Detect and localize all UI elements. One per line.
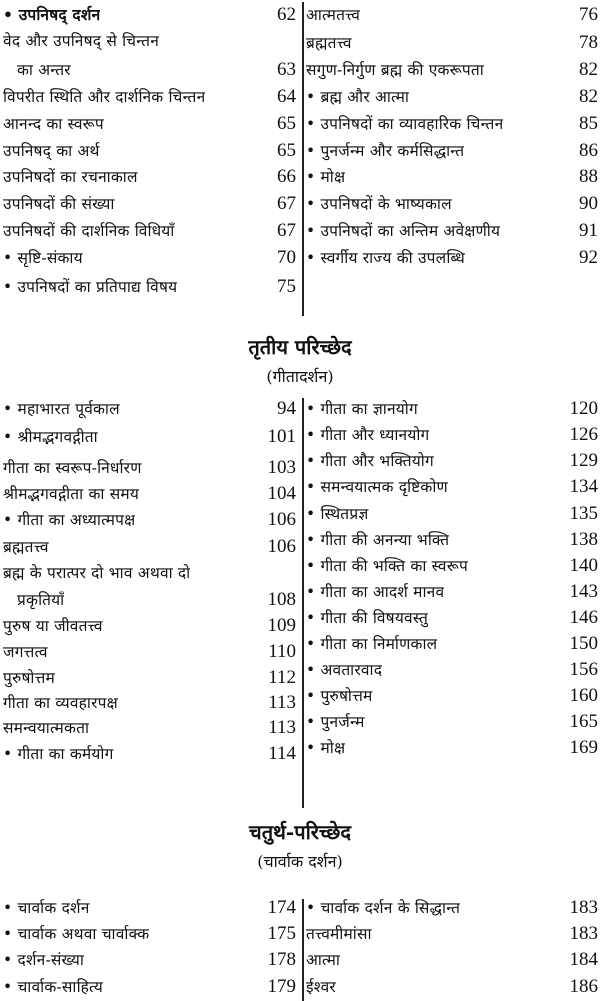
toc-entry-page: 82	[579, 59, 598, 80]
toc-entry-page: 65	[277, 113, 296, 134]
toc-entry-page: 143	[569, 581, 598, 602]
toc-entry-title: जगत्तत्व	[3, 643, 48, 661]
toc-entry	[306, 607, 598, 629]
toc-entry	[306, 923, 598, 945]
toc-entry-page: 104	[267, 483, 296, 504]
toc-entry-title: ब्रह्मतत्त्व	[3, 538, 49, 556]
toc-entry	[3, 615, 296, 637]
toc-entry	[306, 685, 598, 707]
toc-entry-page: 101	[267, 426, 296, 447]
toc-entry-title: • गीता का कर्मयोग	[3, 745, 114, 763]
toc-entry-page: 106	[267, 536, 296, 557]
toc-entry-page: 75	[277, 276, 296, 297]
toc-entry	[3, 897, 296, 919]
toc-entry	[3, 976, 296, 998]
toc-entry	[306, 949, 598, 971]
toc-entry	[3, 4, 296, 26]
toc-entry-page: 138	[569, 529, 598, 550]
toc-entry-title: • चार्वाक-साहित्य	[3, 978, 103, 996]
toc-entry	[3, 949, 296, 971]
toc-entry-title: विपरीत स्थिति और दार्शनिक चिन्तन	[3, 88, 206, 106]
toc-entry-title: • समन्वयात्मक दृष्टिकोण	[306, 478, 448, 496]
toc-entry	[3, 509, 296, 531]
column-divider	[302, 2, 304, 316]
section-upanishad-toc	[0, 2, 600, 318]
toc-entry-title: • गीता की अनन्या भक्ति	[306, 531, 450, 549]
toc-entry-page: 114	[268, 743, 296, 764]
toc-entry	[306, 193, 598, 215]
toc-entry-title: पुरुषोत्तम	[3, 669, 56, 687]
toc-entry-page: 183	[569, 897, 598, 918]
toc-entry	[3, 398, 296, 420]
chapter-heading-third: तृतीय परिच्छेद	[248, 335, 352, 359]
toc-entry	[306, 59, 598, 81]
toc-entry-title: • सृष्टि-संकाय	[3, 249, 83, 267]
toc-entry-page: 85	[579, 113, 598, 134]
toc-entry	[3, 140, 296, 162]
toc-entry-title: • श्रीमद्भगवद्गीता	[3, 428, 98, 446]
column-divider	[302, 899, 304, 1001]
toc-entry-title: • स्वर्गीय राज्य की उपलब्धि	[306, 249, 465, 267]
toc-entry	[3, 667, 296, 689]
toc-entry	[3, 30, 296, 52]
toc-entry-title: गीता का व्यवहारपक्ष	[3, 694, 118, 712]
toc-entry-page: 78	[579, 32, 598, 53]
toc-entry-title: • दर्शन-संख्या	[3, 951, 85, 969]
toc-entry-page: 62	[277, 4, 296, 25]
toc-entry-page: 165	[569, 711, 598, 732]
toc-entry-title: • गीता की भक्ति का स्वरूप	[306, 557, 468, 575]
toc-entry-title: • गीता और ध्यानयोग	[306, 426, 430, 444]
toc-entry	[3, 536, 296, 558]
toc-entry-page: 186	[569, 976, 598, 997]
toc-entry	[306, 476, 598, 498]
toc-entry-page: 67	[277, 220, 296, 241]
toc-entry-title: • गीता का आदर्श मानव	[306, 583, 445, 601]
toc-entry-page: 174	[267, 897, 296, 918]
toc-entry-title: प्रकृतियाँ	[17, 591, 65, 609]
toc-entry-page: 135	[569, 503, 598, 524]
toc-entry-title: • उपनिषदों का अन्तिम अवेक्षणीय	[306, 222, 501, 240]
toc-entry-page: 76	[579, 4, 598, 25]
toc-entry-title: • चार्वाक अथवा चार्वाक्क	[3, 925, 150, 943]
toc-entry-page: 184	[569, 949, 598, 970]
toc-entry-page: 67	[277, 193, 296, 214]
toc-entry-title: ब्रह्म के परात्पर दो भाव अथवा दो	[3, 564, 191, 582]
toc-entry	[3, 220, 296, 242]
toc-entry-title: आत्मा	[306, 951, 341, 969]
toc-entry-title: • पुनर्जन्म और कर्मसिद्धान्त	[306, 142, 465, 160]
toc-entry	[306, 711, 598, 733]
toc-entry-title: • चार्वाक दर्शन	[3, 899, 90, 917]
toc-entry	[3, 743, 296, 765]
toc-entry-title: • गीता का अध्यात्मपक्ष	[3, 511, 136, 529]
column-divider	[302, 398, 304, 808]
toc-entry	[3, 86, 296, 108]
toc-entry	[306, 976, 598, 998]
toc-entry-page: 109	[267, 615, 296, 636]
toc-entry	[306, 581, 598, 603]
toc-entry-page: 112	[268, 667, 296, 688]
toc-entry-title: • चार्वाक दर्शन के सिद्धान्त	[306, 899, 461, 917]
toc-entry-title: उपनिषदों की दार्शनिक विधियाँ	[3, 222, 175, 240]
toc-entry	[306, 398, 598, 420]
toc-entry-title: • मोक्ष	[306, 168, 346, 186]
toc-entry	[306, 503, 598, 525]
toc-entry	[306, 633, 598, 655]
toc-entry-page: 103	[267, 457, 296, 478]
toc-entry	[306, 86, 598, 108]
toc-entry-title: • उपनिषदों के भाष्यकाल	[306, 195, 452, 213]
toc-entry-title: का अन्तर	[17, 61, 71, 79]
toc-entry	[3, 193, 296, 215]
toc-entry	[306, 166, 598, 188]
toc-entry-page: 64	[277, 86, 296, 107]
toc-entry-title: • उपनिषद् दर्शन	[3, 5, 101, 24]
toc-entry-title: श्रीमद्भगवद्गीता का समय	[3, 485, 140, 503]
toc-entry-page: 160	[569, 685, 598, 706]
toc-entry-page: 178	[267, 949, 296, 970]
toc-entry-page: 106	[267, 509, 296, 530]
toc-entry-page: 175	[267, 923, 296, 944]
toc-entry	[306, 529, 598, 551]
toc-entry-title: • स्थितप्रज्ञ	[306, 505, 369, 523]
toc-entry-page: 90	[579, 193, 598, 214]
toc-entry-page: 82	[579, 86, 598, 107]
toc-entry	[306, 32, 598, 54]
toc-entry-page: 108	[267, 589, 296, 610]
toc-entry-page: 129	[569, 450, 598, 471]
toc-entry	[306, 140, 598, 162]
toc-entry	[306, 737, 598, 759]
toc-entry-title: • गीता और भक्तियोग	[306, 452, 434, 470]
toc-entry-page: 150	[569, 633, 598, 654]
toc-entry-title: उपनिषदों की संख्या	[3, 195, 115, 213]
toc-entry-title: ब्रह्मतत्त्व	[306, 34, 352, 52]
toc-entry-page: 65	[277, 140, 296, 161]
toc-entry	[3, 166, 296, 188]
toc-entry-page: 70	[277, 247, 296, 268]
toc-entry-page: 169	[569, 737, 598, 758]
toc-entry	[3, 589, 296, 611]
toc-entry-title: • ब्रह्म और आत्मा	[306, 88, 410, 106]
toc-entry	[3, 276, 296, 298]
toc-entry-page: 91	[579, 220, 598, 241]
toc-entry	[306, 659, 598, 681]
toc-entry-title: • गीता का ज्ञानयोग	[306, 400, 418, 418]
toc-entry	[3, 562, 296, 584]
chapter-subheading-gita: (गीतादर्शन)	[266, 367, 334, 386]
toc-entry-title: सगुण-निर्गुण ब्रह्म की एकरूपता	[306, 61, 484, 79]
toc-entry-page: 63	[277, 59, 296, 80]
toc-entry	[306, 4, 598, 26]
toc-entry-page: 120	[569, 398, 598, 419]
toc-entry-title: • पुनर्जन्म	[306, 713, 365, 731]
toc-entry-title: आत्मतत्त्व	[306, 6, 361, 24]
toc-entry-title: • मोक्ष	[306, 739, 346, 757]
toc-entry-title: उपनिषद् का अर्थ	[3, 142, 100, 160]
toc-entry	[3, 692, 296, 714]
toc-entry	[306, 113, 598, 135]
toc-entry-page: 126	[569, 424, 598, 445]
toc-entry	[3, 59, 296, 81]
toc-entry	[3, 483, 296, 505]
toc-entry	[306, 450, 598, 472]
toc-entry	[3, 923, 296, 945]
toc-entry	[306, 247, 598, 269]
toc-entry-page: 66	[277, 166, 296, 187]
toc-entry-page: 156	[569, 659, 598, 680]
toc-entry-page: 86	[579, 140, 598, 161]
section-gita-toc	[0, 398, 600, 808]
toc-entry-title: • पुरुषोत्तम	[306, 687, 373, 705]
toc-entry-title: • अवतारवाद	[306, 661, 383, 679]
toc-entry-page: 110	[268, 641, 296, 662]
toc-entry-page: 92	[579, 247, 598, 268]
toc-entry-title: तत्त्वमीमांसा	[306, 925, 372, 943]
toc-entry-page: 179	[267, 976, 296, 997]
toc-entry	[3, 641, 296, 663]
toc-entry-page: 140	[569, 555, 598, 576]
toc-entry-title: • उपनिषदों का प्रतिपाद्य विषय	[3, 278, 178, 296]
toc-entry-title: आनन्द का स्वरूप	[3, 115, 104, 133]
toc-entry-title: • गीता का निर्माणकाल	[306, 635, 438, 653]
toc-entry	[306, 897, 598, 919]
toc-entry-page: 94	[277, 398, 296, 419]
toc-entry-title: समन्वयात्मकता	[3, 719, 90, 737]
toc-entry-page: 146	[569, 607, 598, 628]
toc-entry	[3, 717, 296, 739]
toc-entry	[306, 220, 598, 242]
toc-entry	[3, 426, 296, 448]
toc-entry-page: 113	[268, 717, 296, 738]
chapter-heading-fourth: चतुर्थ-परिच्छेद	[249, 820, 351, 844]
chapter-subheading-charvaka: (चार्वाक दर्शन)	[257, 852, 343, 871]
toc-entry	[306, 555, 598, 577]
toc-entry	[3, 247, 296, 269]
toc-entry-title: • गीता की विषयवस्तु	[306, 609, 429, 627]
toc-entry	[306, 424, 598, 446]
toc-entry-title: • महाभारत पूर्वकाल	[3, 400, 120, 418]
toc-entry-title: वेद और उपनिषद् से चिन्तन	[3, 32, 160, 50]
toc-entry-title: गीता का स्वरूप-निर्धारण	[3, 459, 142, 477]
toc-entry-title: पुरुष या जीवतत्त्व	[3, 617, 103, 635]
toc-entry-page: 88	[579, 166, 598, 187]
section-charvaka-toc	[0, 893, 600, 1001]
toc-entry	[3, 457, 296, 479]
toc-entry-page: 134	[569, 476, 598, 497]
toc-entry-title: • उपनिषदों का व्यावहारिक चिन्तन	[306, 115, 504, 133]
toc-entry-title: ईश्वर	[306, 978, 336, 996]
toc-entry-page: 113	[268, 692, 296, 713]
toc-entry	[3, 113, 296, 135]
toc-entry-page: 183	[569, 923, 598, 944]
toc-entry-title: उपनिषदों का रचनाकाल	[3, 168, 138, 186]
